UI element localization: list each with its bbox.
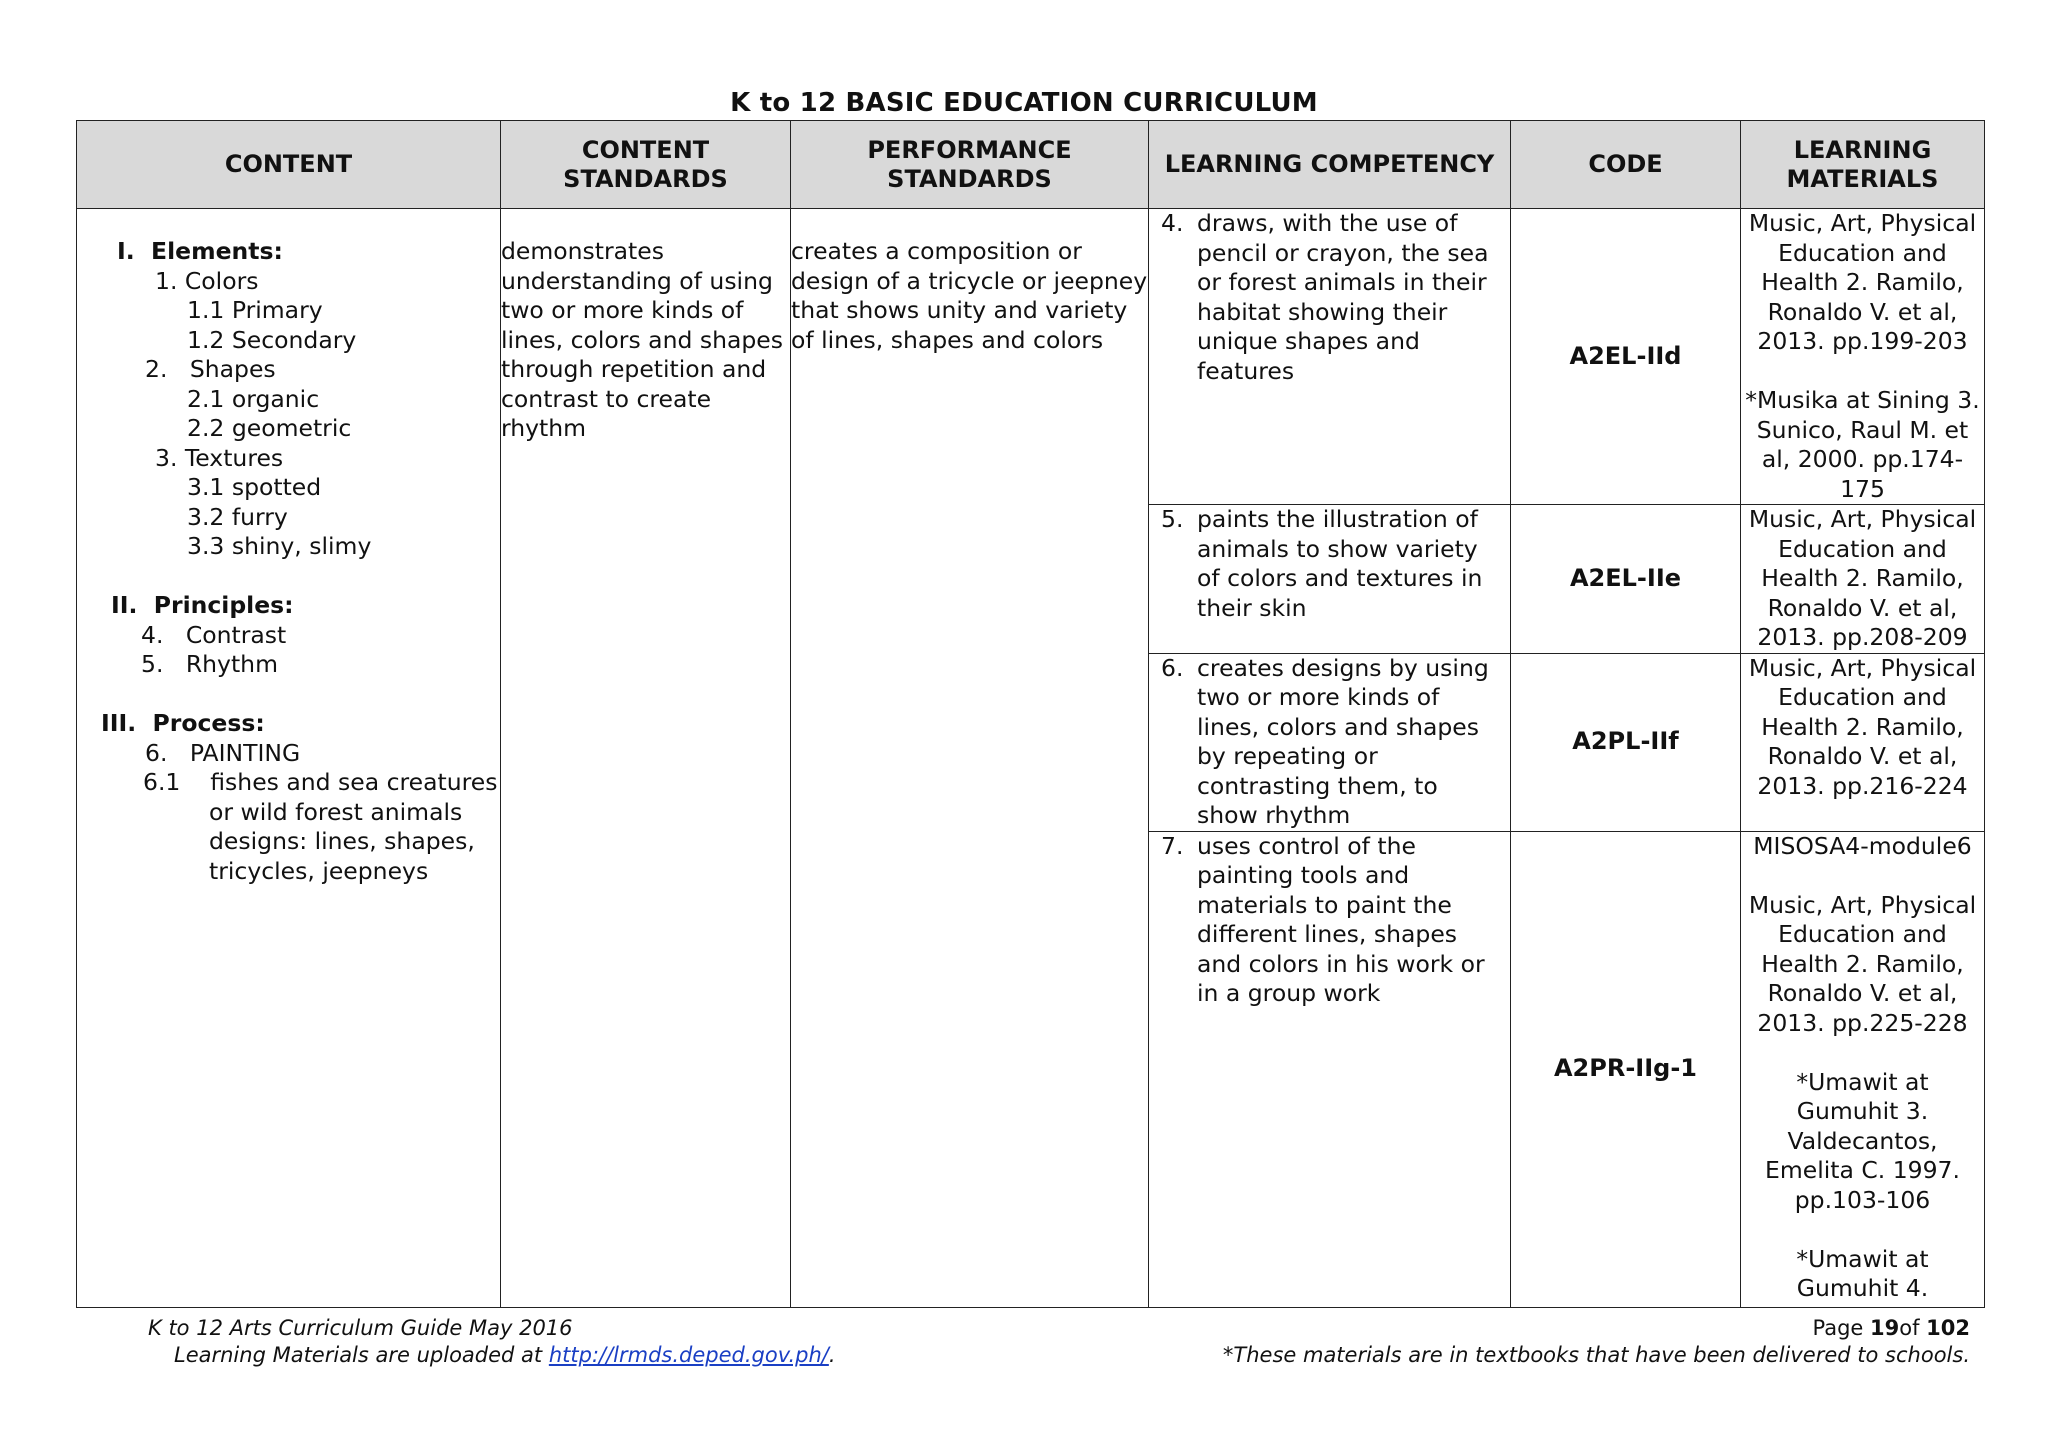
- materials-cell: [1741, 831, 1985, 1307]
- header-learning-competency: LEARNING COMPETENCY: [1149, 121, 1511, 209]
- content-line: 2. Shapes: [145, 355, 276, 383]
- material-line: [1741, 1038, 1984, 1068]
- competency-number: 6.: [1161, 653, 1184, 682]
- table-row: [77, 209, 1985, 505]
- material-line: Sunico, Raul M. et: [1756, 415, 1969, 444]
- material-line: Health 2. Ramilo,: [1761, 949, 1964, 978]
- material-line: MISOSA4-module6: [1753, 831, 1972, 860]
- content-line: [77, 562, 500, 592]
- code-cell: A2EL-IId: [1511, 209, 1741, 505]
- content-line: 6.1 fishes and sea creatures: [143, 768, 498, 796]
- footer-guide: K to 12 Arts Curriculum Guide May 2016: [148, 1316, 573, 1340]
- content-cell: [77, 209, 501, 1308]
- header-code: CODE: [1511, 121, 1741, 209]
- material-line: 175: [1840, 474, 1885, 503]
- competency-text: uses control of the painting tools and materials to paint the different lines, shapes and colors in his work or in a group work: [1197, 831, 1485, 1007]
- materials-cell: [1741, 653, 1985, 831]
- material-line: Education and: [1778, 920, 1947, 948]
- content-line: [77, 680, 500, 710]
- material-line: Education and: [1778, 683, 1947, 711]
- page-title: K to 12 BASIC EDUCATION CURRICULUM: [730, 88, 1318, 118]
- material-line: Health 2. Ramilo,: [1761, 564, 1964, 592]
- material-line: Music, Art, Physical: [1748, 505, 1977, 533]
- material-line: *Umawit at: [1796, 1067, 1929, 1096]
- material-line: Ronaldo V. et al,: [1767, 297, 1958, 326]
- performance-standards-cell: creates a composition or design of a tricycle or jeepney that shows unity and variety of lines, shapes and colors: [791, 209, 1149, 1308]
- material-line: Education and: [1778, 238, 1947, 267]
- competency-cell: [1149, 831, 1511, 1307]
- content-line: III. Process:: [101, 709, 265, 737]
- material-line: Education and: [1778, 534, 1947, 563]
- content-line: tricycles, jeepneys: [209, 856, 429, 885]
- header-performance-standards: PERFORMANCE STANDARDS: [791, 121, 1149, 209]
- content-standards-cell: demonstrates understanding of using two or more kinds of lines, colors and shapes through repetition and contrast to create rhythm: [501, 209, 791, 1308]
- content-line: 3.3 shiny, slimy: [187, 532, 372, 560]
- material-line: 2013. pp.199-203: [1757, 327, 1968, 355]
- page-number: Page 19of 102: [1812, 1316, 1970, 1340]
- content-line: 3.1 spotted: [187, 473, 322, 501]
- content-line: 3. Textures: [155, 443, 284, 472]
- footer-left: [148, 1315, 836, 1369]
- header-row: [77, 121, 1985, 209]
- content-line: 4. Contrast: [141, 620, 287, 649]
- materials-cell: [1741, 505, 1985, 654]
- footer-note: *These materials are in textbooks that have been delivered to schools.: [1222, 1343, 1970, 1367]
- material-line: [1741, 1215, 1984, 1245]
- code-cell: A2EL-IIe: [1511, 505, 1741, 654]
- material-line: Health 2. Ramilo,: [1761, 712, 1964, 741]
- header-content-standards: CONTENT STANDARDS: [501, 121, 791, 209]
- content-line: 1.1 Primary: [187, 296, 323, 324]
- content-line: 2.1 organic: [187, 384, 320, 413]
- material-line: Ronaldo V. et al,: [1767, 742, 1958, 770]
- footer-right: [1223, 1315, 1970, 1369]
- competency-text: paints the illustration of animals to show variety of colors and textures in their skin: [1197, 505, 1483, 622]
- lrmds-link[interactable]: http://lrmds.deped.gov.ph/: [548, 1343, 829, 1367]
- header-learning-materials: LEARNING MATERIALS: [1741, 121, 1985, 209]
- content-line: 3.2 furry: [187, 502, 288, 531]
- content-line: or wild forest animals: [209, 797, 463, 826]
- code-cell: A2PR-IIg-1: [1511, 831, 1741, 1307]
- material-line: Music, Art, Physical: [1748, 653, 1977, 682]
- content-line: 6. PAINTING: [145, 738, 301, 767]
- material-line: *Musika at Sining 3.: [1745, 386, 1980, 414]
- material-line: 2013. pp.225-228: [1757, 1008, 1968, 1037]
- competency-cell: [1149, 653, 1511, 831]
- code-cell: A2PL-IIf: [1511, 653, 1741, 831]
- content-line: I. Elements:: [117, 237, 283, 265]
- material-line: Gumuhit 4.: [1796, 1274, 1929, 1302]
- competency-number: 5.: [1161, 505, 1184, 533]
- materials-cell: [1741, 209, 1985, 505]
- competency-text: creates designs by using two or more kinds of lines, colors and shapes by repeating or contrasting them, to show rhythm: [1197, 653, 1489, 829]
- header-content: CONTENT: [77, 121, 501, 209]
- competency-cell: [1149, 505, 1511, 654]
- curriculum-table: [76, 120, 1985, 1308]
- competency-cell: [1149, 209, 1511, 505]
- material-line: Ronaldo V. et al,: [1767, 593, 1958, 622]
- material-line: Valdecantos,: [1787, 1126, 1938, 1155]
- material-line: Health 2. Ramilo,: [1761, 268, 1964, 296]
- material-line: Music, Art, Physical: [1748, 209, 1977, 237]
- content-line: 1. Colors: [155, 266, 259, 295]
- material-line: al, 2000. pp.174-: [1761, 445, 1964, 473]
- material-line: pp.103-106: [1794, 1185, 1931, 1214]
- competency-number: 7.: [1161, 831, 1184, 860]
- material-line: Emelita C. 1997.: [1765, 1156, 1960, 1184]
- content-line: 1.2 Secondary: [187, 325, 357, 354]
- material-line: *Umawit at: [1796, 1244, 1929, 1273]
- competency-number: 4.: [1161, 209, 1184, 237]
- content-line: 5. Rhythm: [141, 650, 278, 678]
- footer-uploaded: Learning Materials are uploaded at http://lrmds.deped.gov.ph/.: [174, 1343, 836, 1367]
- material-line: Music, Art, Physical: [1748, 890, 1977, 919]
- material-line: 2013. pp.216-224: [1757, 771, 1968, 800]
- material-line: Ronaldo V. et al,: [1767, 979, 1958, 1007]
- material-line: [1741, 861, 1984, 891]
- material-line: [1741, 357, 1984, 387]
- content-line: II. Principles:: [111, 591, 294, 619]
- content-outline: [77, 209, 500, 886]
- content-line: designs: lines, shapes,: [209, 827, 475, 855]
- content-line: 2.2 geometric: [187, 414, 352, 442]
- material-line: 2013. pp.208-209: [1757, 623, 1968, 651]
- competency-text: draws, with the use of pencil or crayon, the sea or forest animals in their habitat showing their unique shapes and features: [1197, 209, 1489, 385]
- material-line: Gumuhit 3.: [1796, 1097, 1929, 1125]
